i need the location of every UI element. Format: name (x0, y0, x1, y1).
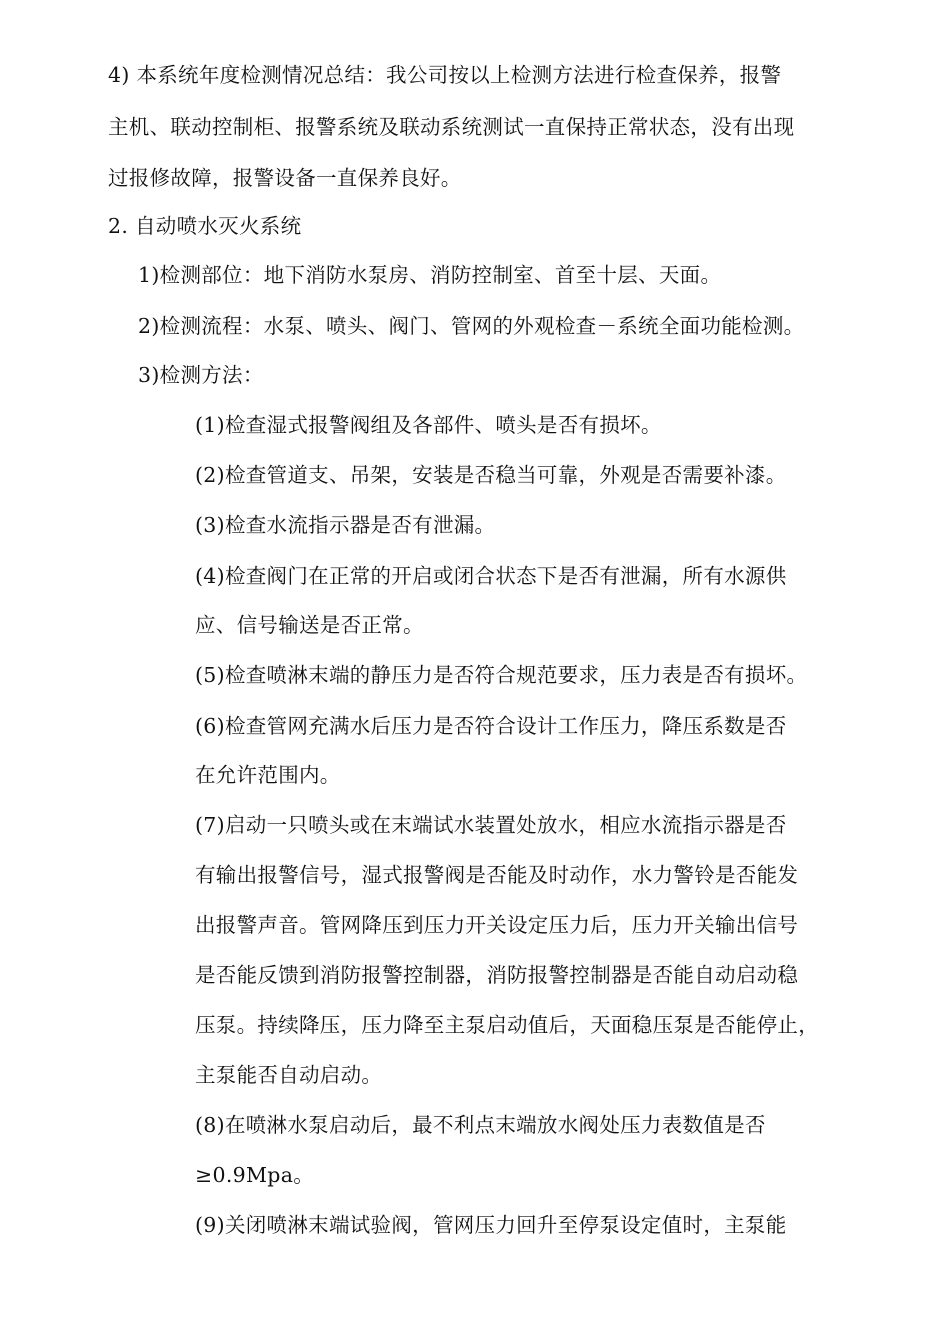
method-7-line-1: (7)启动一只喷头或在末端试水装置处放水，相应水流指示器是否 (195, 813, 787, 837)
method-2: (2)检查管道支、吊架，安装是否稳当可靠，外观是否需要补漆。 (195, 463, 787, 487)
summary-line-3: 过报修故障，报警设备一直保养良好。 (108, 166, 462, 190)
item-inspection-process: 2)检测流程：水泵、喷头、阀门、管网的外观检查－系统全面功能检测。 (138, 314, 805, 338)
method-8-line-2: ≥0.9Mpa。 (195, 1163, 315, 1187)
method-4-line-2: 应、信号输送是否正常。 (195, 613, 424, 637)
method-7-line-5: 压泵。持续降压，压力降至主泵启动值后，天面稳压泵是否能停止， (195, 1013, 819, 1037)
method-7-line-4: 是否能反馈到消防报警控制器，消防报警控制器是否能自动启动稳 (195, 963, 799, 987)
method-7-line-6: 主泵能否自动启动。 (195, 1063, 383, 1087)
method-9-line-1: (9)关闭喷淋末端试验阀，管网压力回升至停泵设定值时，主泵能 (195, 1213, 787, 1237)
method-4-line-1: (4)检查阀门在正常的开启或闭合状态下是否有泄漏，所有水源供 (195, 564, 787, 588)
summary-line-2: 主机、联动控制柜、报警系统及联动系统测试一直保持正常状态，没有出现 (108, 115, 795, 139)
method-5: (5)检查喷淋末端的静压力是否符合规范要求，压力表是否有损坏。 (195, 663, 808, 687)
method-1: (1)检查湿式报警阀组及各部件、喷头是否有损坏。 (195, 413, 662, 437)
method-8-line-1: (8)在喷淋水泵启动后，最不利点末端放水阀处压力表数值是否 (195, 1113, 766, 1137)
summary-line-1: 4) 本系统年度检测情况总结：我公司按以上检测方法进行检查保养，报警 (108, 63, 782, 87)
method-7-line-3: 出报警声音。管网降压到压力开关设定压力后，压力开关输出信号 (195, 913, 799, 937)
item-inspection-method: 3)检测方法： (138, 363, 264, 387)
method-6-line-1: (6)检查管网充满水后压力是否符合设计工作压力，降压系数是否 (195, 714, 787, 738)
method-3: (3)检查水流指示器是否有泄漏。 (195, 513, 496, 537)
method-7-line-2: 有输出报警信号，湿式报警阀是否能及时动作，水力警铃是否能发 (195, 863, 799, 887)
method-6-line-2: 在允许范围内。 (195, 763, 341, 787)
item-inspection-location: 1)检测部位：地下消防水泵房、消防控制室、首至十层、天面。 (138, 263, 722, 287)
section-heading: 2. 自动喷水灭火系统 (108, 214, 302, 238)
